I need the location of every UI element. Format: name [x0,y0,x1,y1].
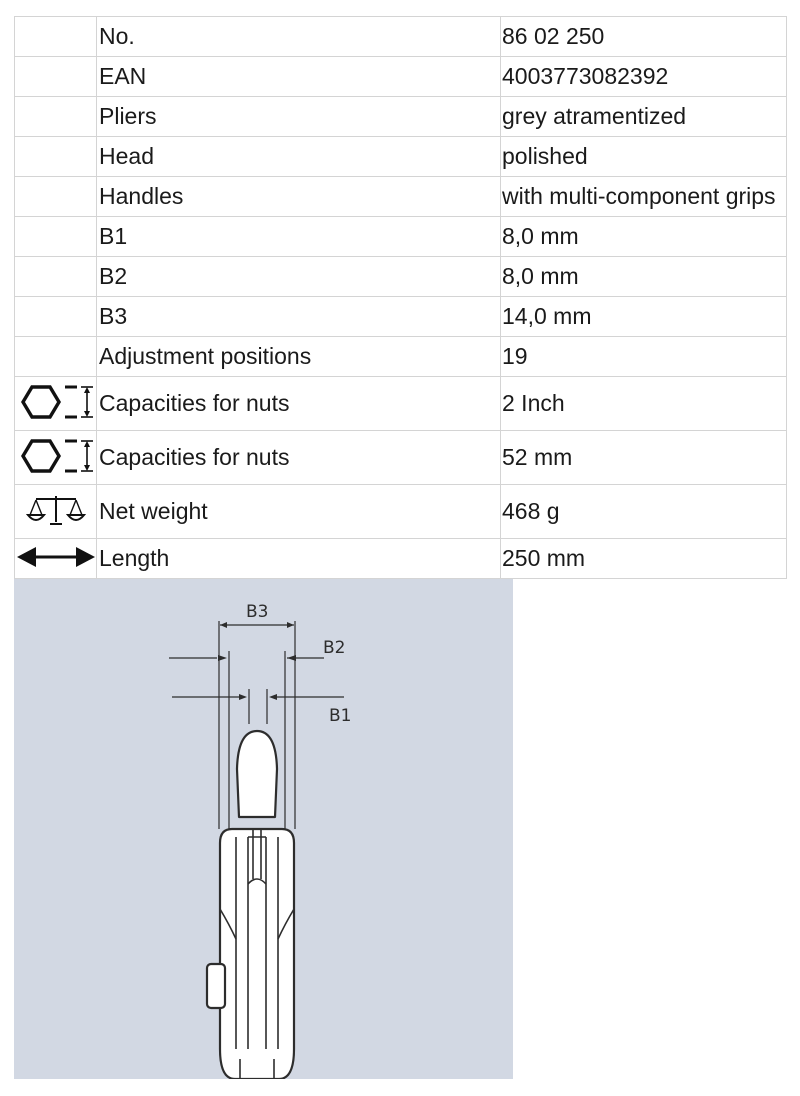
spec-label: B3 [97,297,501,337]
spec-row-pliers [15,97,787,137]
icon-cell [15,377,97,431]
double-arrow-icon [16,544,96,570]
spec-label: Pliers [97,97,501,137]
spec-row-capacity-mm [15,431,787,485]
spec-row-head [15,137,787,177]
icon-cell [15,257,97,297]
icon-cell [15,97,97,137]
spec-value: polished [501,137,787,177]
spec-row-adjustment [15,337,787,377]
spec-row-b1 [15,217,787,257]
icon-cell [15,431,97,485]
dimension-label-b2: B2 [323,638,346,658]
spec-value: 4003773082392 [501,57,787,97]
scale-icon [26,490,86,530]
spec-row-handles [15,177,787,217]
spec-label: Head [97,137,501,177]
spec-label: No. [97,17,501,57]
spec-value: 8,0 mm [501,257,787,297]
icon-cell [15,177,97,217]
spec-label: Length [97,539,501,579]
spec-value: 468 g [501,485,787,539]
spec-value: 52 mm [501,431,787,485]
spec-row-number [15,17,787,57]
spec-value: 86 02 250 [501,17,787,57]
spec-value: grey atramentized [501,97,787,137]
icon-cell [15,539,97,579]
icon-cell [15,137,97,177]
spec-value: with multi-component grips [501,177,787,217]
icon-cell [15,337,97,377]
spec-value: 2 Inch [501,377,787,431]
spec-value: 250 mm [501,539,787,579]
spec-row-capacity-inch [15,377,787,431]
icon-cell [15,485,97,539]
spec-row-length [15,539,787,579]
icon-cell [15,297,97,337]
spec-label: Handles [97,177,501,217]
icon-cell [15,17,97,57]
pliers-dimension-diagram [14,579,513,1079]
dimension-label-b3: B3 [246,602,269,622]
spec-row-b3 [15,297,787,337]
spec-label: Adjustment positions [97,337,501,377]
specifications-table [14,16,787,579]
spec-label: Capacities for nuts [97,377,501,431]
spec-row-b2 [15,257,787,297]
spec-value: 14,0 mm [501,297,787,337]
icon-cell [15,57,97,97]
spec-label: Capacities for nuts [97,431,501,485]
spec-value: 8,0 mm [501,217,787,257]
spec-label: B1 [97,217,501,257]
hex-nut-capacity-icon [17,380,95,424]
icon-cell [15,217,97,257]
spec-label: Net weight [97,485,501,539]
hex-nut-capacity-icon [17,434,95,478]
dimension-label-b1: B1 [329,706,352,726]
spec-row-net-weight [15,485,787,539]
spec-label: B2 [97,257,501,297]
spec-label: EAN [97,57,501,97]
spec-value: 19 [501,337,787,377]
pliers-drawing [14,579,513,1079]
spec-row-ean [15,57,787,97]
